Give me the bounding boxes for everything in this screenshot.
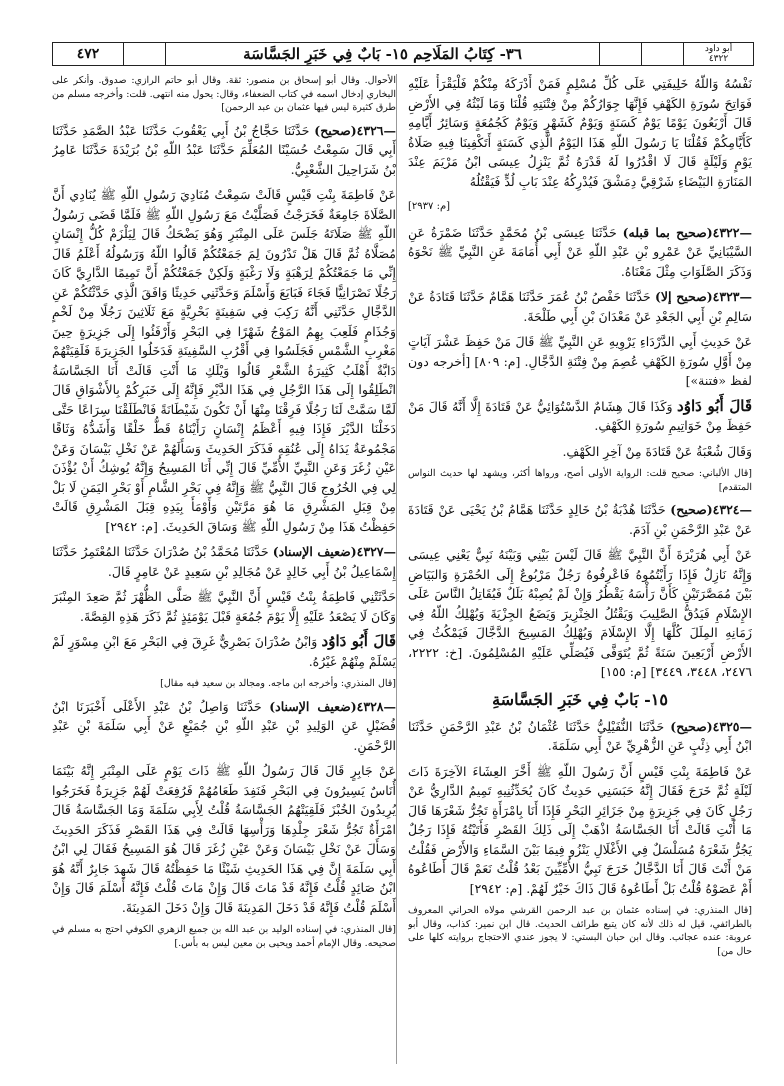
- hadith-paragraph: [52, 121, 396, 180]
- hadith-paragraph: [408, 397, 752, 436]
- hadith-paragraph: [52, 587, 396, 626]
- header-reference: [683, 43, 753, 65]
- page-number: ٤٧٢: [76, 46, 100, 62]
- footnote: [قال المنذري: في إسناده عثمان بن عبد الرحمن القرشي مولاه الحراني المعروف بالطرائفي، قيل له ذلك لأنه كان يتبع طرائف الحديث. قال ابن نمير: كذاب، وقال أبو عروبة: عنده عجائب. وقال ابن حبان البستي: لا يجوز عندي الاحتجاج بروايته كلها على حال من]: [408, 905, 752, 957]
- header-ref-number: ٤٣٢٢: [708, 54, 729, 64]
- footnote: [قال المنذري: في إسناده الوليد بن عبد الله بن جميع الزهري الكوفي احتج به مسلم في صحيحه. وقال الإمام أحمد ويحيى بن معين ليس به بأس.]: [52, 924, 396, 949]
- hadith-text: حَدَّثَنَا مُحَمَّدُ بْنُ صُدْرَانَ حَدَّثَنَا المُعْتَمِرُ حَدَّثَنَا إِسْمَاعِيلُ بْنُ أَبِي خَالِدٍ عَنْ مُجَالِدِ بْنِ سَعِيدٍ عَنْ عَامِرٍ قَالَ.: [52, 544, 396, 579]
- narrator-statement: قَالَ أَبُو دَاوُد: [677, 396, 752, 415]
- hadith-paragraph: [408, 74, 752, 191]
- hadith-grade: (صحيح بما قبله): [622, 224, 713, 240]
- hadith-number: —٤٣٢٦: [356, 122, 396, 138]
- hadith-text: نَفْسُهُ وَاللّهُ خَلِيفَتِي عَلَى كُلِّ مُسْلِمٍ فَمَنْ أَدْرَكَهُ مِنْكُمْ فَلْيَقْرَأْ عَلَيْهِ فَوَاتِحَ سُورَةِ الكَهْفِ فَإِنَّهَا جِوَارُكُمْ مِنْ فِتْنَتِهِ قُلْنَا وَمَا لَبْثُهُ فِي الأَرْضِ قَالَ أَرْبَعُونَ يَوْمًا يَوْمٌ كَسَنَةٍ وَيَوْمٌ كَشَهْرٍ وَيَوْمٌ كَجُمُعَةٍ وَسَائِرُ أَيَّامِهِ كَأَيَّامِكُمْ فَقُلْنَا يَا رَسُولَ اللّهِ هَذَا اليَوْمُ الَّذِي كَسَنَةٍ أَتَكْفِينَا فِيهِ صَلَاةُ يَوْمٍ وَلَيْلَةٍ قَالَ لَا اقْدُرُوا لَهُ قَدْرَهُ ثُمَّ يَنْزِلُ عِيسَى ابْنُ مَرْيَمَ عِنْدَ المَنَارَةِ البَيْضَاءِ شَرْقِيَّ دِمَشْقَ فَيُدْرِكُهُ عِنْدَ بَابِ لُدٍّ فَيَقْتُلُهُ: [408, 76, 752, 189]
- hadith-text: عَنْ حَدِيثِ أَبِي الدَّرْدَاءِ يَرْوِيهِ عَنِ النَّبِيِّ ﷺ قَالَ مَنْ حَفِظَ عَشْرَ آيَاتٍ مِنْ أَوَّلِ سُورَةِ الكَهْفِ عُصِمَ مِنْ فِتْنَةِ الدَّجَّالِ. [م: ٨٠٩] [أخرجه دون لفظ «فتنة»]: [408, 334, 752, 388]
- hadith-paragraph: [52, 542, 396, 581]
- hadith-paragraph: [52, 632, 396, 671]
- hadith-grade: (صحيح إلا): [654, 289, 713, 304]
- hadith-text: حَدَّثَتْنِي فَاطِمَةُ بِنْتُ قَيْسٍ أَنَّ النَّبِيَّ ﷺ صَلَّى الظُّهْرَ ثُمَّ صَعِدَ المِنْبَرَ وَكَانَ لَا يَصْعَدُ عَلَيْهِ إِلَّا يَوْمَ جُمُعَةٍ قَبْلَ يَوْمَئِذٍ ثُمَّ ذَكَرَ هَذِهِ القِصَّةَ.: [52, 589, 396, 624]
- right-column: [408, 74, 752, 1064]
- hadith-number: —٤٣٢٢: [712, 224, 752, 240]
- footnote: [قال المنذري: وأخرجه ابن ماجه. ومجالد بن سعيد فيه مقال]: [160, 678, 396, 689]
- hadith-number: —٤٣٢٥: [712, 718, 752, 734]
- hadith-paragraph: [408, 500, 752, 539]
- column-divider: [396, 74, 397, 1064]
- left-column: [52, 74, 396, 1064]
- hadith-paragraph: [408, 442, 752, 462]
- hadith-grade: (صحيح): [670, 718, 713, 734]
- hadith-number: —٤٣٢٧: [356, 544, 396, 559]
- footnote: الأحوال. وقال أبو إسحاق بن منصور: ثقة. وقال أبو حاتم الرازي: صدوق. وأنكر على البخاري إدخال اسمه في كتاب الضعفاء، وقال: يحول منه انتهى. قلت: وأخرجه مسلم من طرق كثيرة ليس فيها عثمان بن عبد الرحمن]: [52, 75, 396, 113]
- hadith-number: —٤٣٢٣: [712, 289, 752, 304]
- hadith-paragraph: [52, 185, 396, 536]
- citation-ref: [م: ٢٩٣٧]: [408, 201, 451, 212]
- hadith-text: وَقَالَ شُعْبَةُ عَنْ قَتَادَةَ مِنْ آخِرِ الكَهْفِ.: [562, 443, 752, 459]
- hadith-text: حَدَّثَنَا وَاصِلُ بْنُ عَبْدِ الأَعْلَى أَخْبَرَنَا ابْنُ فُضَيْلٍ عَنِ الوَلِيدِ بْنِ عَبْدِ اللّهِ بْنِ جُمَيْعٍ عَنْ أَبِي سَلَمَةَ بْنِ عَبْدِ الرَّحْمَنِ.: [52, 698, 396, 753]
- hadith-text: عَنْ فَاطِمَةَ بِنْتِ قَيْسٍ أَنَّ رَسُولَ اللّهِ ﷺ أَخَّرَ العِشَاءَ الآخِرَةَ ذَاتَ لَيْلَةٍ ثُمَّ خَرَجَ فَقَالَ إِنَّهُ حَبَسَنِي حَدِيثٌ كَانَ يُحَدِّثُنِيهِ تَمِيمٌ الدَّارِيُّ عَنْ رَجُلٍ كَانَ فِي جَزِيرَةٍ مِنْ جَزَائِرِ البَحْرِ فَإِذَا أَنَا بِامْرَأَةٍ تَجُرُّ شَعْرَهَا قَالَ مَا أَنْتِ قَالَتْ أَنَا الجَسَّاسَةُ اذْهَبْ إِلَى ذَلِكَ القَصْرِ فَأَتَيْتُهُ فَإِذَا رَجُلٌ يَجُرُّ شَعْرَهُ مُسَلْسَلٌ فِي الأَغْلَالِ يَنْزُو فِيمَا بَيْنَ السَّمَاءِ وَالأَرْضِ فَقُلْتُ مَنْ أَنْتَ قَالَ أَنَا الدَّجَّالُ خَرَجَ نَبِيُّ الأُمِّيِّينَ بَعْدُ قُلْتُ نَعَمْ قَالَ أَطَاعُوهُ أَمْ عَصَوْهُ قُلْتُ بَلْ أَطَاعُوهُ قَالَ ذَاكَ خَيْرٌ لَهُمْ. [م: ٢٩٤٢]: [408, 763, 752, 896]
- hadith-number: —٤٣٢٨: [356, 698, 396, 714]
- hadith-text: عَنْ فَاطِمَةَ بِنْتِ قَيْسٍ قَالَتْ سَمِعْتُ مُنَادِيَ رَسُولِ اللّهِ ﷺ يُنَادِي أَنَّ الصَّلَاةَ جَامِعَةٌ فَخَرَجْتُ فَصَلَّيْتُ مَعَ رَسُولِ اللّهِ ﷺ فَلَمَّا قَضَى رَسُولُ اللّهِ ﷺ صَلَاتَهُ جَلَسَ عَلَى المِنْبَرِ وَهُوَ يَضْحَكُ قَالَ لِيَلْزَمْ كُلُّ إِنْسَانٍ مُصَلَّاهُ ثُمَّ قَالَ هَلْ تَدْرُونَ لِمَ جَمَعْتُكُمْ قَالُوا اللّهُ وَرَسُولُهُ أَعْلَمُ قَالَ إِنِّي مَا جَمَعْتُكُمْ لِرَهْبَةٍ وَلَا رَغْبَةٍ وَلَكِنْ جَمَعْتُكُمْ أَنَّ تَمِيمًا الدَّارِيَّ كَانَ رَجُلًا نَصْرَانِيًّا فَجَاءَ فَبَايَعَ وَأَسْلَمَ وَحَدَّثَنِي حَدِيثًا وَافَقَ الَّذِي حَدَّثْتُكُمْ عَنِ الدَّجَّالِ حَدَّثَنِي أَنَّهُ رَكِبَ فِي سَفِينَةٍ بَحْرِيَّةٍ مَعَ ثَلَاثِينَ رَجُلًا مِنْ لَخْمٍ وَجُذَامٍ فَلَعِبَ بِهِمُ المَوْجُ شَهْرًا فِي البَحْرِ وَأَرْفَئُوا إِلَى جَزِيرَةٍ حِينَ مَغْرِبِ الشَّمْسِ فَجَلَسُوا فِي أَقْرُبِ السَّفِينَةِ فَدَخَلُوا الجَزِيرَةَ فَلَقِيَتْهُمْ دَابَّةٌ أَهْلَبُ كَثِيرَةُ الشَّعْرِ قَالُوا وَيْلَكِ مَا أَنْتِ قَالَتْ أَنَا الجَسَّاسَةُ انْطَلِقُوا إِلَى هَذَا الرَّجُلِ فِي هَذَا الدَّيْرِ فَإِنَّهُ إِلَى خَبَرِكُمْ بِالأَشْوَاقِ قَالَ لَمَّا سَمَّتْ لَنَا رَجُلًا فَرِقْنَا مِنْهَا أَنْ تَكُونَ شَيْطَانَةً فَانْطَلَقْنَا سِرَاعًا حَتَّى دَخَلْنَا الدَّيْرَ فَإِذَا فِيهِ أَعْظَمُ إِنْسَانٍ رَأَيْنَاهُ قَطُّ خَلْقًا وَأَشَدُّهُ وَثَاقًا مَجْمُوعَةٌ يَدَاهُ إِلَى عُنُقِهِ فَذَكَرَ الحَدِيثَ وَسَأَلَهُمْ عَنْ نَخْلِ بَيْسَانَ وَعَنْ عَيْنِ زُغَرَ وَعَنِ النَّبِيِّ الأُمِّيِّ قَالَ إِنِّي أَنَا المَسِيحُ وَإِنَّهُ يُوشِكُ أَنْ يُؤْذَنَ لِي فِي الخُرُوجِ قَالَ النَّبِيُّ ﷺ وَإِنَّهُ فِي بَحْرِ الشَّامِ أَوْ بَحْرِ اليَمَنِ لَا بَلْ مِنْ قِبَلِ المَشْرِقِ مَا هُوَ مَرَّتَيْنِ وَأَوْمَأَ بِيَدِهِ قِبَلَ المَشْرِقِ قَالَتْ حَفِظْتُ هَذَا مِنْ رَسُولِ اللّهِ ﷺ وَسَاقَ الحَدِيثَ. [م: ٢٩٤٢]: [52, 187, 396, 534]
- hadith-text: وَابْنُ صُدْرَانَ بَصْرِيٌّ غَرِقَ فِي البَحْرِ مَعَ ابْنِ مِسْوَرٍ لَمْ يَسْلَمْ مِنْهُمْ غَيْرُهُ.: [52, 634, 396, 669]
- hadith-grade: (ضعيف الإسناد): [269, 698, 357, 714]
- hadith-text: حَدَّثَنَا النُّفَيْلِيُّ حَدَّثَنَا عُثْمَانُ بْنُ عَبْدِ الرَّحْمَنِ حَدَّثَنَا ابْنُ أَبِي ذِئْبٍ عَنِ الزُّهْرِيِّ عَنْ أَبِي سَلَمَةَ.: [408, 718, 752, 753]
- hadith-grade: (صحيح): [314, 122, 357, 138]
- hadith-text: عَنْ أَبِي هُرَيْرَةَ أَنَّ النَّبِيَّ ﷺ قَالَ لَيْسَ بَيْنِي وَبَيْنَهُ نَبِيٌّ يَعْنِي عِيسَى وَإِنَّهُ نَازِلٌ فَإِذَا رَأَيْتُمُوهُ فَاعْرِفُوهُ رَجُلٌ مَرْبُوعٌ إِلَى الحُمْرَةِ وَالبَيَاضِ بَيْنَ مُمَصَّرَتَيْنِ كَأَنَّ رَأْسَهُ يَقْطُرُ وَإِنْ لَمْ يُصِبْهُ بَلَلٌ فَيُقَاتِلُ النَّاسَ عَلَى الإِسْلَامِ فَيَدُقُّ الصَّلِيبَ وَيَقْتُلُ الخِنْزِيرَ وَيَضَعُ الجِزْيَةَ وَيُهْلِكُ اللّهُ فِي زَمَانِهِ المِلَلَ كُلَّهَا إِلَّا الإِسْلَامَ وَيُهْلِكُ المَسِيحَ الدَّجَّالَ فَيَمْكُثُ فِي الأَرْضِ أَرْبَعِينَ سَنَةً ثُمَّ يُتَوَفَّى فَيُصَلِّي عَلَيْهِ المُسْلِمُونَ. [خ: ٢٢٢٢، ٢٤٧٦، ٣٤٤٨، ٣٤٤٩] [م: ١٥٥]: [408, 547, 752, 679]
- hadith-paragraph: [408, 545, 752, 682]
- hadith-number: —٤٣٢٤: [712, 502, 752, 517]
- hadith-paragraph: [408, 717, 752, 756]
- page-header: [52, 42, 754, 66]
- header-blank-cell: [641, 43, 683, 65]
- hadith-paragraph: [52, 697, 396, 756]
- hadith-text: عَنْ جَابِرٍ قَالَ قَالَ رَسُولُ اللّهِ ﷺ ذَاتَ يَوْمٍ عَلَى المِنْبَرِ إِنَّهُ بَيْنَمَا أُنَاسٌ يَسِيرُونَ فِي البَحْرِ فَنَفِدَ طَعَامُهُمْ فَرُفِعَتْ لَهُمْ جَزِيرَةٌ فَخَرَجُوا يُرِيدُونَ الخُبْزَ فَلَقِيَتْهُمُ الجَسَّاسَةُ قُلْتُ لِأَبِي سَلَمَةَ وَمَا الجَسَّاسَةُ قَالَ امْرَأَةٌ تَجُرُّ شَعْرَ جِلْدِهَا وَرَأْسِهَا قَالَتْ فِي هَذَا القَصْرِ فَذَكَرَ الحَدِيثَ وَسَأَلَ عَنْ نَخْلِ بَيْسَانَ وَعَنْ عَيْنِ زُغَرَ قَالَ هُوَ المَسِيحُ فَقَالَ لِي ابْنُ أَبِي سَلَمَةَ إِنَّ فِي هَذَا الحَدِيثِ شَيْئًا مَا حَفِظْتُهُ قَالَ شَهِدَ جَابِرٌ أَنَّهُ هُوَ ابْنُ صَائِدٍ قُلْتُ فَإِنَّهُ قَدْ مَاتَ قَالَ وَإِنْ مَاتَ قُلْتُ فَإِنَّهُ أَسْلَمَ قَالَ وَإِنْ أَسْلَمَ قُلْتُ فَإِنَّهُ قَدْ دَخَلَ المَدِينَةَ قَالَ وَإِنْ دَخَلَ المَدِينَةَ.: [52, 763, 396, 915]
- hadith-paragraph: [408, 287, 752, 326]
- hadith-paragraph: [52, 761, 396, 917]
- header-ref-label: أبو داود: [704, 44, 733, 54]
- hadith-paragraph: [408, 223, 752, 282]
- hadith-text: حَدَّثَنَا هُدْبَةُ بْنُ خَالِدٍ حَدَّثَنَا هَمَّامُ بْنُ يَحْيَى عَنْ قَتَادَةَ عَنْ عَبْدِ الرَّحْمَنِ بْنِ آدَمَ.: [408, 502, 752, 537]
- footnote: [قال الألباني: صحيح قلت: الرواية الأولى أصح، ورواها أكثر، ويشهد لها حديث النواس المتقدم]: [408, 468, 752, 493]
- hadith-text: حَدَّثَنَا حَجَّاجُ بْنُ أَبِي يَعْقُوبَ حَدَّثَنَا عَبْدُ الصَّمَدِ حَدَّثَنَا أَبِي قَالَ سَمِعْتُ حُسَيْنًا المُعَلِّمَ حَدَّثَنَا عَبْدُ اللّهِ بْنُ بُرَيْدَةَ حَدَّثَنَا عَامِرُ بْنُ شَرَاحِيلَ الشَّعْبِيُّ.: [52, 122, 396, 177]
- hadith-paragraph: [408, 762, 752, 899]
- hadith-grade: (ضعيف الإسناد): [272, 544, 357, 559]
- hadith-text: وَكَذَا قَالَ هِشَامٌ الدَّسْتُوَائِيُّ عَنْ قَتَادَةَ إِلَّا أَنَّهُ قَالَ مَنْ حَفِظَ مِنْ خَوَاتِيمِ سُورَةِ الكَهْفِ.: [408, 398, 752, 433]
- header-blank-cell: [599, 43, 641, 65]
- header-blank-cell: [123, 43, 165, 65]
- hadith-text: حَدَّثَنَا عِيسَى بْنُ مُحَمَّدٍ حَدَّثَنَا ضَمْرَةُ عَنِ السَّيْبَانِيِّ عَنْ عَمْرِو بْنِ عَبْدِ اللّهِ عَنْ أَبِي أُمَامَةَ عَنِ النَّبِيِّ ﷺ نَحْوَهُ وَذَكَرَ الصَّلَوَاتِ مِثْلَ مَعْنَاهُ.: [408, 224, 752, 279]
- hadith-text: حَدَّثَنَا حَفْصُ بْنُ عُمَرَ حَدَّثَنَا هَمَّامٌ حَدَّثَنَا قَتَادَةُ عَنْ سَالِمِ بْنِ أَبِي الجَعْدِ عَنْ مَعْدَانَ بْنِ أَبِي طَلْحَةَ.: [408, 289, 752, 324]
- chapter-heading: ١٥- بَابٌ فِي خَبَرِ الجَسَّاسَةِ: [492, 689, 668, 709]
- narrator-statement: قَالَ أَبُو دَاوُد: [321, 632, 396, 650]
- hadith-paragraph: [408, 332, 752, 391]
- hadith-grade: (صحيح): [670, 502, 713, 517]
- header-title: ٣٦- كِتَابُ المَلَاحِم ١٥- بَابٌ فِي خَبَرِ الجَسَّاسَة: [165, 43, 599, 65]
